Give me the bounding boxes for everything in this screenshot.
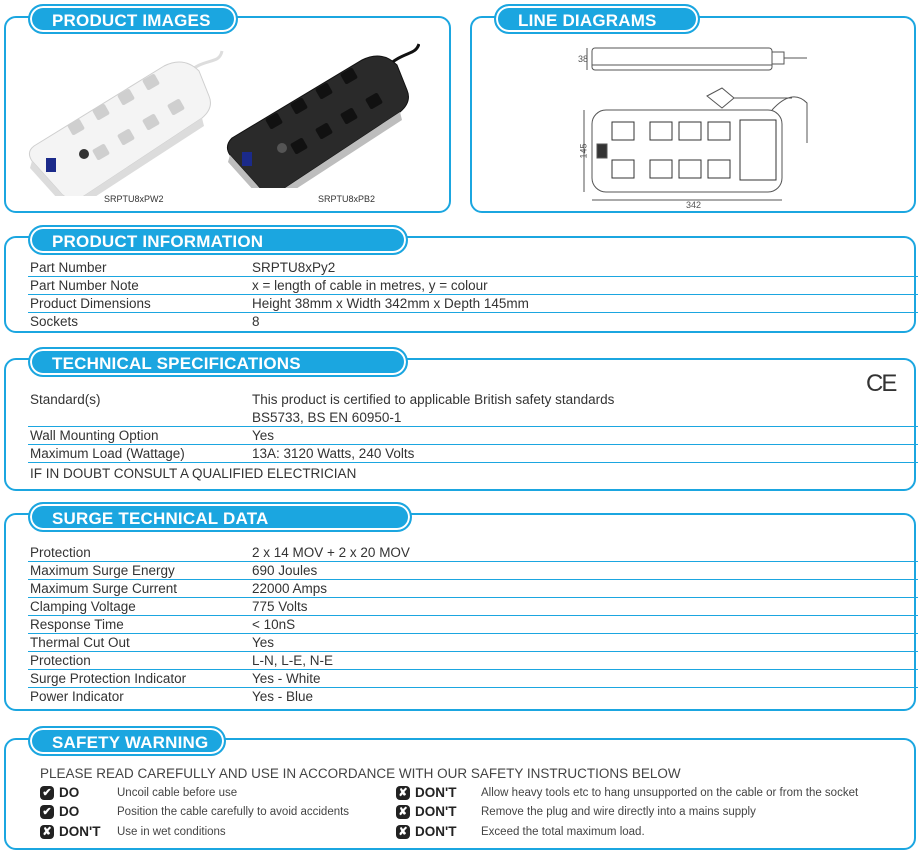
cross-icon: ✘	[396, 786, 410, 800]
surge-technical-data-panel	[4, 513, 916, 711]
surge-technical-data-table	[28, 543, 918, 705]
table-row: Product Dimensions Height 38mm x Width 342mm x Depth 145mm	[28, 294, 918, 312]
product-images-heading: PRODUCT IMAGES	[28, 4, 238, 34]
line-diagrams-heading: LINE DIAGRAMS	[494, 4, 700, 34]
dont-label: DON'T	[59, 824, 101, 839]
cross-icon: ✘	[40, 825, 54, 839]
dont-rule	[396, 804, 756, 819]
cross-icon: ✘	[396, 825, 410, 839]
table-row: Sockets 8	[30, 314, 260, 329]
width-dimension-label: 342	[686, 200, 702, 210]
do-text: Position the cable carefully to avoid accidents	[117, 805, 350, 818]
do-text: Uncoil cable before use	[117, 786, 238, 799]
dont-text: Allow heavy tools etc to hang unsupported on the cable or from the socket	[481, 786, 859, 799]
white-product-caption: SRPTU8xPW2	[104, 194, 164, 204]
table-row: BS5733, BS EN 60950-1	[28, 408, 918, 426]
black-power-strip-image	[220, 38, 420, 188]
table-row: Power Indicator Yes - Blue	[30, 689, 314, 704]
table-row: Protection 2 x 14 MOV + 2 x 20 MOV	[28, 543, 918, 561]
dont-label: DON'T	[415, 804, 457, 819]
table-row: Response Time < 10nS	[28, 615, 918, 633]
technical-specifications-table	[28, 390, 918, 463]
dont-rule	[40, 824, 226, 839]
do-label: DO	[59, 785, 80, 800]
table-row: Standard(s) This product is certified to applicable British safety standards	[30, 392, 615, 407]
dont-label: DON'T	[415, 785, 457, 800]
white-power-strip-image	[24, 46, 224, 196]
electrician-advice-note: IF IN DOUBT CONSULT A QUALIFIED ELECTRICIAN	[30, 466, 357, 481]
do-rule	[40, 804, 349, 819]
table-row: Maximum Load (Wattage) 13A: 3120 Watts, 240 Volts	[28, 444, 918, 462]
table-row: Wall Mounting Option Yes	[28, 426, 918, 444]
product-images-panel	[4, 16, 451, 213]
black-product-caption: SRPTU8xPB2	[318, 194, 376, 204]
dont-label: DON'T	[415, 824, 457, 839]
table-row: Clamping Voltage 775 Volts	[28, 597, 918, 615]
safety-intro: PLEASE READ CAREFULLY AND USE IN ACCORDANCE WITH OUR SAFETY INSTRUCTIONS BELOW	[40, 766, 681, 781]
checkmark-icon: ✔	[40, 786, 54, 800]
table-row: Surge Protection Indicator Yes - White	[28, 669, 918, 687]
dont-text: Exceed the total maximum load.	[481, 825, 645, 838]
product-information-heading: PRODUCT INFORMATION	[28, 225, 408, 255]
cross-icon: ✘	[396, 805, 410, 819]
do-label: DO	[59, 804, 80, 819]
height-dimension-label: 38	[578, 54, 589, 64]
safety-warning-heading: SAFETY WARNING	[28, 726, 226, 756]
checkmark-icon: ✔	[40, 805, 54, 819]
line-diagram-drawing	[472, 18, 918, 215]
depth-dimension-label: 145	[578, 143, 589, 159]
line-diagrams-panel	[470, 16, 916, 213]
table-row: Protection L-N, L-E, N-E	[28, 651, 918, 669]
dont-text: Use in wet conditions	[117, 825, 226, 838]
table-row: Thermal Cut Out Yes	[28, 633, 918, 651]
technical-specifications-heading: TECHNICAL SPECIFICATIONS	[28, 347, 408, 377]
do-rule	[40, 785, 237, 800]
table-row: Part Number Note x = length of cable in metres, y = colour	[28, 276, 918, 294]
table-row: Maximum Surge Energy 690 Joules	[28, 561, 918, 579]
product-information-table	[28, 258, 918, 330]
dont-rule	[396, 824, 645, 839]
dont-text: Remove the plug and wire directly into a mains supply	[481, 805, 756, 818]
table-row: Part Number SRPTU8xPy2	[28, 258, 918, 276]
table-row: Maximum Surge Current 22000 Amps	[28, 579, 918, 597]
ce-mark: CE	[866, 370, 896, 397]
dont-rule	[396, 785, 858, 800]
surge-technical-data-heading: SURGE TECHNICAL DATA	[28, 502, 412, 532]
